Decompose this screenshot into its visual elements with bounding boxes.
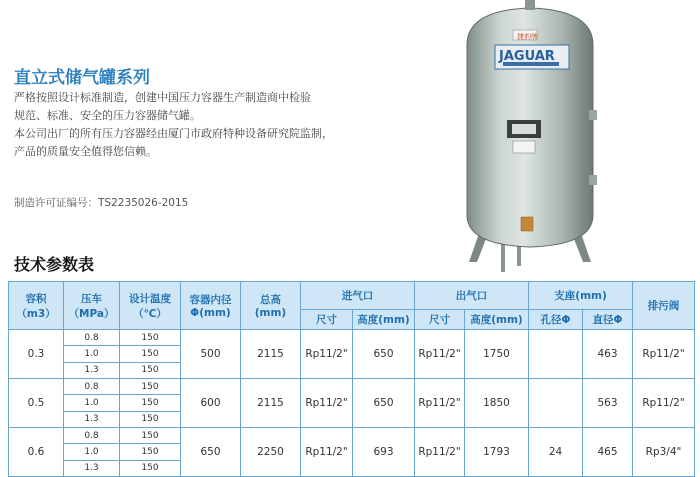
cell-support-diameter: 463 [583,330,633,379]
col-outlet-height: 高度(mm) [465,310,529,330]
tank-brand-chinese: 捷豹牌 [517,33,538,41]
cell-volume: 0.5 [9,379,64,428]
description [14,89,434,161]
cell-support-diameter: 465 [583,428,633,477]
col-drain-valve: 排污阀 [633,282,695,330]
temp-value: 150 [141,414,159,425]
cell-inlet-size: Rp11/2" [301,330,353,379]
temp-value: 150 [120,330,180,346]
pressure-value: 1.3 [84,365,99,376]
cell-drain: Rp3/4" [633,428,695,477]
cell-inlet-size: Rp11/2" [301,379,353,428]
temp-value: 150 [120,395,180,411]
cell-temperature [120,330,181,379]
temp-value: 150 [120,346,180,362]
cell-outlet-height: 1850 [465,379,529,428]
cell-temperature [120,428,181,477]
col-support-hole: 孔径Φ [529,310,583,330]
cell-diameter: 600 [181,379,241,428]
table-row [9,330,695,379]
cell-outlet-size: Rp11/2" [415,330,465,379]
desc-line: 本公司出厂的所有压力容器经由厦门市政府特种设备研究院监制， [14,127,333,140]
cell-inlet-height: 650 [353,330,415,379]
air-tank-image [455,0,605,275]
col-inlet-size: 尺寸 [301,310,353,330]
cell-outlet-size: Rp11/2" [415,379,465,428]
page-title: 直立式储气罐系列 [14,68,150,88]
cell-drain: Rp11/2" [633,330,695,379]
cell-inlet-size: Rp11/2" [301,428,353,477]
desc-line: 规范、标准、安全的压力容器储气罐。 [14,109,201,122]
temp-value: 150 [141,463,159,474]
pressure-value: 1.3 [84,463,99,474]
cell-height: 2115 [241,330,301,379]
cell-height: 2250 [241,428,301,477]
cell-drain: Rp11/2" [633,379,695,428]
col-outlet: 出气口 [415,282,529,310]
temp-value: 150 [120,379,180,395]
cell-support-hole: 24 [529,428,583,477]
cell-support-hole [529,379,583,428]
cell-pressure [64,330,120,379]
pressure-value: 1.0 [64,444,119,460]
desc-line: 严格按照设计标准制造，创建中国压力容器生产制造商中检验 [14,91,311,104]
cell-outlet-height: 1793 [465,428,529,477]
col-inlet: 进气口 [301,282,415,310]
cell-support-hole [529,330,583,379]
cell-pressure [64,379,120,428]
cell-support-diameter: 563 [583,379,633,428]
cell-pressure [64,428,120,477]
temp-value: 150 [120,428,180,444]
col-temperature: 设计温度 （℃） [120,282,181,330]
pressure-value: 1.0 [64,346,119,362]
cell-inlet-height: 650 [353,379,415,428]
cell-inlet-height: 693 [353,428,415,477]
cell-outlet-height: 1750 [465,330,529,379]
col-pressure: 压车 （MPa） [64,282,120,330]
cell-volume: 0.3 [9,330,64,379]
col-inner-diameter: 容器内径 Φ(mm) [181,282,241,330]
pressure-value: 0.8 [64,428,119,444]
pressure-value: 0.8 [64,330,119,346]
table-row [9,379,695,428]
spec-table [8,281,695,477]
col-inlet-height: 高度(mm) [353,310,415,330]
col-support: 支座(mm) [529,282,633,310]
temp-value: 150 [141,365,159,376]
col-support-diameter: 直径Φ [583,310,633,330]
cell-outlet-size: Rp11/2" [415,428,465,477]
temp-value: 150 [120,444,180,460]
pressure-value: 1.0 [64,395,119,411]
cell-temperature [120,379,181,428]
col-volume: 容积 （m3） [9,282,64,330]
cell-diameter: 650 [181,428,241,477]
cell-height: 2115 [241,379,301,428]
pressure-value: 0.8 [64,379,119,395]
cell-diameter: 500 [181,330,241,379]
desc-line: 产品的质量安全值得您信赖。 [14,145,157,158]
cell-volume: 0.6 [9,428,64,477]
license-number: 制造许可证编号：TS2235026-2015 [14,197,189,209]
tank-brand-logo: JAGUAR [499,49,555,64]
spec-section-title: 技术参数表 [14,255,95,274]
col-total-height: 总高 (mm) [241,282,301,330]
tank-illustration [455,0,605,275]
col-outlet-size: 尺寸 [415,310,465,330]
table-row [9,428,695,477]
pressure-value: 1.3 [84,414,99,425]
